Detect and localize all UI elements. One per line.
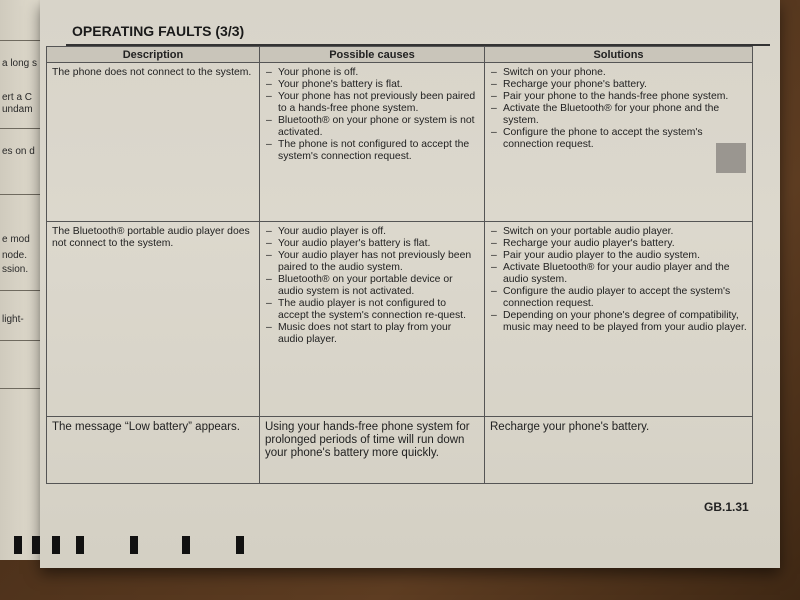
solution-item: – Depending on your phone's degree of compatibility, music may need to be played from your audio player. (490, 310, 747, 334)
header-possible-causes: Possible causes (260, 47, 485, 63)
cause-item: – Bluetooth® on your phone or system is not activated. (265, 115, 479, 139)
solution-item: – Configure the audio player to accept the system's connection request. (490, 286, 747, 310)
edge-mark (32, 536, 40, 554)
prev-page-text: ert a C (2, 92, 33, 103)
solution-item: – Configure the phone to accept the system's connection request. (490, 127, 747, 151)
cause-item: – Your phone is off. (265, 67, 479, 79)
solution-item: – Recharge your phone's battery. (490, 79, 747, 91)
cause-item: – Your audio player is off. (265, 226, 479, 238)
solution-item: – Pair your phone to the hands-free phone system. (490, 91, 747, 103)
solution-item: – Pair your audio player to the audio system. (490, 250, 747, 262)
header-description: Description (47, 47, 260, 63)
operating-faults-table (46, 46, 753, 484)
prev-page-text: a long s (2, 58, 38, 69)
cause-item: – The audio player is not configured to accept the system's connection re-quest. (265, 298, 479, 322)
solutions-cell (485, 222, 753, 417)
prev-page-text: light- (2, 314, 24, 325)
manual-page (40, 0, 780, 568)
cause-item: – The phone is not configured to accept the system's connection request. (265, 139, 479, 163)
description-cell: The message “Low battery” appears. (47, 417, 260, 484)
edge-mark (14, 536, 22, 554)
causes-cell: Using your hands-free phone system for prolonged periods of time will run down your phone's battery more quickly. (260, 417, 485, 484)
prev-page-text: node. (2, 250, 28, 261)
page-number: GB.1.31 (704, 500, 749, 514)
edge-mark (236, 536, 244, 554)
cause-item: – Your audio player has not previously been paired to the audio system. (265, 250, 479, 274)
table-row (47, 63, 753, 222)
page-edge-marks (0, 536, 260, 556)
cause-item: – Your phone has not previously been paired to a hands-free phone system. (265, 91, 479, 115)
table-row (47, 417, 753, 484)
page-title: OPERATING FAULTS (3/3) (72, 23, 245, 39)
table-row (47, 222, 753, 417)
edge-mark (76, 536, 84, 554)
table-header-row (47, 47, 753, 63)
causes-cell (260, 222, 485, 417)
cause-item: – Bluetooth® on your portable device or audio system is not activated. (265, 274, 479, 298)
solution-item: – Switch on your portable audio player. (490, 226, 747, 238)
title-bar (66, 20, 770, 46)
header-solutions: Solutions (485, 47, 753, 63)
cause-item: – Your audio player's battery is flat. (265, 238, 479, 250)
solution-item: – Activate Bluetooth® for your audio player and the audio system. (490, 262, 747, 286)
edge-mark (130, 536, 138, 554)
prev-page-text: e mod (2, 234, 30, 245)
prev-page-text: ssion. (2, 264, 29, 275)
solution-item: – Activate the Bluetooth® for your phone and the system. (490, 103, 747, 127)
cause-item: – Your phone's battery is flat. (265, 79, 479, 91)
prev-page-text: es on d (2, 146, 35, 157)
prev-page-text: undam (2, 104, 33, 115)
causes-cell (260, 63, 485, 222)
solution-item: – Switch on your phone. (490, 67, 747, 79)
description-cell: The phone does not connect to the system. (47, 63, 260, 222)
edge-mark (182, 536, 190, 554)
solutions-cell: Recharge your phone's battery. (485, 417, 753, 484)
solutions-cell (485, 63, 753, 222)
cause-item: – Music does not start to play from your audio player. (265, 322, 479, 346)
edge-mark (52, 536, 60, 554)
solution-item: – Recharge your audio player's battery. (490, 238, 747, 250)
description-cell: The Bluetooth® portable audio player does not connect to the system. (47, 222, 260, 417)
